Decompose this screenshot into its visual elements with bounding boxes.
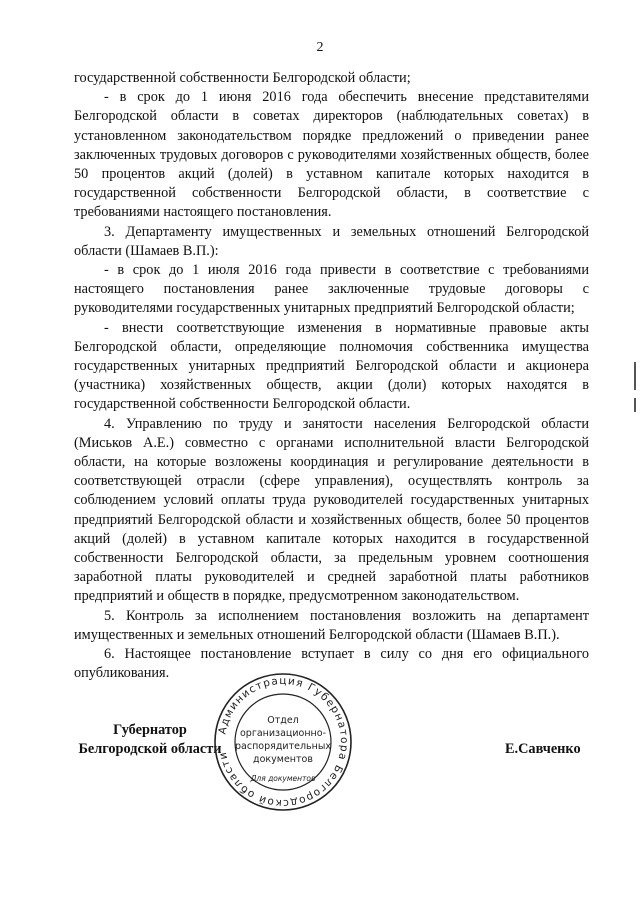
signature-name: Е.Савченко — [505, 741, 581, 757]
stamp-center-line1: Отдел — [267, 715, 299, 726]
paragraph-item-directors: - в срок до 1 июня 2016 года обеспечить внесение представителями Белгородской области в советах директоров (наблюдательных советах) в установленном законодательством порядке предложений о приведении ранее заключенных трудовых договоров с руководителями хозяйственных обществ, более 50 процентов акций (долей) в уставном капитале которых находится в государственной собственности Белгородской области, в соответствие с требованиями настоящего постановления. — [74, 89, 589, 221]
signature-title-line2: Белгородской области — [78, 741, 222, 757]
signature-title — [70, 721, 230, 759]
signature-title-line1: Губернатор — [113, 722, 187, 738]
document-body — [74, 69, 589, 684]
paragraph-point-6: 6. Настоящее постановление вступает в силу со дня его официального опубликования. — [74, 646, 589, 682]
paragraph-point-5: 5. Контроль за исполнением постановления возложить на департамент имущественных и земельных отношений Белгородской области (Шамаев В.П.). — [74, 607, 589, 643]
stamp-bottom-text: Для документов — [250, 774, 316, 783]
paragraph-item-acts: - внести соответствующие изменения в нормативные правовые акты Белгородской области, определяющие полномочия собственника имущества государственных унитарных предприятий Белгородской области и акционера (участника) хозяйственных обществ, акции (доли) которых находятся в государственной собственности Белгородской области. — [74, 319, 589, 413]
paragraph-item-contracts: - в срок до 1 июля 2016 года привести в соответствие с требованиями настоящего постановления ранее заключенные трудовые договоры с руководителями государственных унитарных предприятий Белгородской области; — [74, 262, 589, 317]
paragraph-point-4: 4. Управлению по труду и занятости населения Белгородской области (Миськов А.Е.) совместно с органами исполнительной власти Белгородской области, на которые возложены координация и регулирование деятельности в соответствующей отрасли (сфере управления), осуществлять контроль за соблюдением условий оплаты труда руководителей государственных унитарных предприятий Белгородской области и хозяйственных обществ, более 50 процентов акций (долей) в уставном капитале которых находится в государственной собственности Белгородской области, за предельным уровнем соотношения заработной платы руководителей и средней заработной платы работников предприятий и обществ в порядке, предусмотренном законодательством. — [74, 415, 589, 605]
scan-edge-mark — [634, 398, 636, 412]
stamp-center-line3: распорядительных — [235, 741, 331, 752]
scan-edge-mark — [634, 362, 636, 390]
paragraph-continuation: государственной собственности Белгородской области; — [74, 70, 411, 86]
paragraph-point-3: 3. Департаменту имущественных и земельных отношений Белгородской области (Шамаев В.П.): — [74, 223, 589, 259]
official-stamp — [208, 670, 358, 815]
stamp-center-line4: документов — [253, 754, 313, 765]
page-number: 2 — [316, 40, 324, 55]
stamp-center-line2: организационно- — [239, 728, 327, 739]
stamp-ring-text: Администрация Губернатора Белгородской области — [216, 674, 351, 810]
